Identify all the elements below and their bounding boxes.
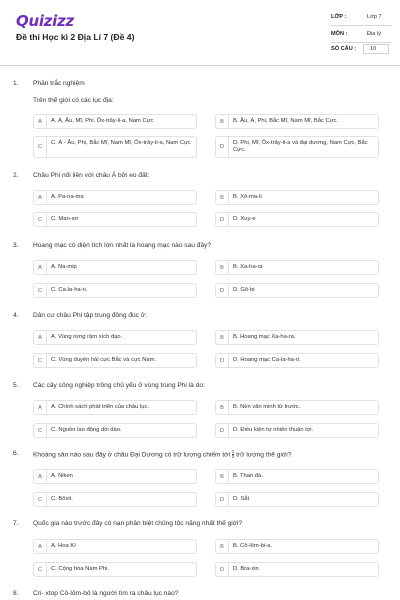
option-text: D. Phi, Mĩ, Ôx-trây-li-a và đại dương, Nam Cực, Bắc Cực. [233, 140, 368, 154]
option-letter: B [216, 401, 229, 414]
option-text: A. Na-mip [51, 264, 77, 270]
question-text: Các cây công nghiệp trồng chủ yếu ở vùng trung Phi là do: [33, 382, 205, 389]
option-text: D. Bra-xin [233, 566, 259, 572]
option-text: B. Xa-ha-ra [233, 264, 263, 270]
option-text: D. Hoang mạc Ca-la-ha-ri. [233, 357, 301, 363]
meta-subject-label: MÔN : [331, 31, 348, 37]
option-text: D. Sắt [233, 496, 250, 502]
option-letter: A [34, 115, 47, 128]
question-number: 3. [13, 242, 19, 249]
question-number: 6. [13, 450, 19, 457]
option-text: B. Cô-lôm-bi-a. [233, 543, 272, 549]
option-letter: B [216, 470, 229, 483]
meta-count-box [363, 44, 389, 54]
option-c[interactable] [33, 562, 197, 577]
meta-class-row [331, 12, 391, 26]
option-text: B. Âu, Á, Phi, Bắc Mĩ, Nam Mĩ, Bắc Cực. [233, 118, 339, 124]
question-text-after: trữ lượng thế giới? [236, 451, 292, 459]
option-a[interactable] [33, 539, 197, 554]
option-text: D. Xuy-e [233, 216, 256, 222]
option-letter: A [34, 261, 47, 274]
question-subtext: Trên thế giới có các lục địa: [33, 97, 114, 104]
option-text: B. Nền văn minh từ trước. [233, 404, 301, 410]
option-letter: A [34, 191, 47, 204]
option-letter: D [216, 137, 229, 157]
option-letter: B [216, 261, 229, 274]
fraction [232, 450, 235, 459]
option-text: C. Vùng duyên hải cực Bắc và cực Nam. [51, 357, 157, 363]
option-text: C. Nguồn lao động dồi dào. [51, 427, 122, 433]
option-text: A. Hoa Kì [51, 543, 76, 549]
meta-subject-value: Địa lý [367, 31, 381, 37]
option-letter: B [216, 191, 229, 204]
question-text: Hoang mạc có diện tích lớn nhất là hoang mạc nào sau đây? [33, 242, 212, 249]
question-text: Phần trắc nghiệm [33, 80, 85, 87]
option-a[interactable] [33, 469, 197, 484]
option-letter: D [216, 563, 229, 576]
option-text: B. Hoang mạc Xa-ha-ra. [233, 334, 296, 340]
option-d[interactable] [215, 353, 379, 368]
option-text: B. Than đá. [233, 473, 263, 479]
option-letter: B [216, 540, 229, 553]
meta-class-value: Lớp 7 [367, 14, 382, 20]
option-text: A. Á, Âu, Mĩ, Phi, Ôx-trây-li-a, Nam Cực [51, 118, 154, 124]
option-b[interactable] [215, 190, 379, 205]
option-letter: A [34, 401, 47, 414]
option-d[interactable] [215, 492, 379, 507]
option-c[interactable] [33, 492, 197, 507]
option-letter: A [34, 331, 47, 344]
question-text [33, 450, 291, 459]
worksheet-title: Đề thi Học kì 2 Địa Lí 7 (Đề 4) [16, 32, 135, 42]
option-letter: C [34, 563, 47, 576]
question-text: Dân cư châu Phi tập trung đông đúc ở: [33, 312, 147, 319]
option-d[interactable] [215, 283, 379, 298]
meta-count-label: SỐ CÂU : [331, 46, 357, 52]
question-text: Quốc gia nào trước đây có nạn phân biệt chủng tộc nặng nhất thế giới? [33, 520, 243, 527]
option-c[interactable] [33, 212, 197, 227]
option-letter: D [216, 213, 229, 226]
option-c[interactable] [33, 283, 197, 298]
option-text: A. Pa-na-ma [51, 194, 84, 200]
option-text: D. Gô-bi [233, 287, 255, 293]
option-b[interactable] [215, 400, 379, 415]
option-letter: B [216, 331, 229, 344]
option-letter: C [34, 354, 47, 367]
option-letter: A [34, 540, 47, 553]
option-b[interactable] [215, 260, 379, 275]
option-a[interactable] [33, 190, 197, 205]
option-text: C. Man-sơ [51, 216, 79, 222]
question-number: 1. [13, 80, 19, 87]
option-letter: D [216, 424, 229, 437]
meta-subject-row [331, 29, 391, 43]
option-letter: A [34, 470, 47, 483]
option-c[interactable] [33, 353, 197, 368]
option-d[interactable] [215, 423, 379, 438]
option-c[interactable] [33, 423, 197, 438]
meta-count-row [331, 44, 391, 58]
option-letter: C [34, 284, 47, 297]
option-d[interactable] [215, 212, 379, 227]
option-c[interactable] [33, 136, 197, 158]
fraction-denominator: 3 [231, 454, 235, 459]
option-d[interactable] [215, 136, 379, 158]
option-b[interactable] [215, 330, 379, 345]
option-text: C. Cộng hòa Nam Phi. [51, 566, 109, 572]
question-number: 8. [13, 590, 19, 597]
option-a[interactable] [33, 114, 197, 129]
option-a[interactable] [33, 260, 197, 275]
option-text: C. Ca-la-ha-ri. [51, 287, 88, 293]
question-number: 5. [13, 382, 19, 389]
question-number: 2. [13, 172, 19, 179]
quizizz-logo[interactable]: Quizizz [16, 12, 74, 30]
option-text: C. Á - Âu, Phi, Bắc Mĩ, Nam Mĩ, Ôx-trây-li-a, Nam Cực [51, 140, 191, 146]
option-b[interactable] [215, 469, 379, 484]
option-letter: C [34, 213, 47, 226]
question-text-before: Khoáng sản nào sau đây ở châu Đại Dương có trữ lượng chiếm tới [33, 451, 230, 459]
option-text: D. Điều kiện tự nhiên thuận lợi. [233, 427, 314, 433]
fraction-numerator: 1 [231, 449, 235, 454]
option-text: A. Vùng rừng rậm xích đạo. [51, 334, 123, 340]
option-text: B. Xô-ma-li [233, 194, 262, 200]
question-text: Cri- xtop Cô-lôm-bô là người tìm ra châu lục nào? [33, 590, 179, 597]
option-b[interactable] [215, 539, 379, 554]
option-text: C. Bôxit. [51, 496, 73, 502]
option-letter: B [216, 115, 229, 128]
option-letter: C [34, 424, 47, 437]
option-letter: D [216, 354, 229, 367]
option-b[interactable] [215, 114, 379, 129]
meta-count-value: 10 [370, 46, 377, 52]
option-a[interactable] [33, 330, 197, 345]
option-letter: C [34, 493, 47, 506]
worksheet-header [0, 0, 400, 66]
option-a[interactable] [33, 400, 197, 415]
option-text: A. Chính sách phát triển của châu lục. [51, 404, 149, 410]
option-letter: D [216, 493, 229, 506]
question-text: Châu Phi nối liền với châu Á bởi eo đất: [33, 172, 150, 179]
option-letter: C [34, 137, 47, 157]
meta-class-label: LỚP : [331, 14, 347, 20]
question-number: 4. [13, 312, 19, 319]
option-text: A. Niken [51, 473, 73, 479]
question-number: 7. [13, 520, 19, 527]
option-letter: D [216, 284, 229, 297]
option-d[interactable] [215, 562, 379, 577]
